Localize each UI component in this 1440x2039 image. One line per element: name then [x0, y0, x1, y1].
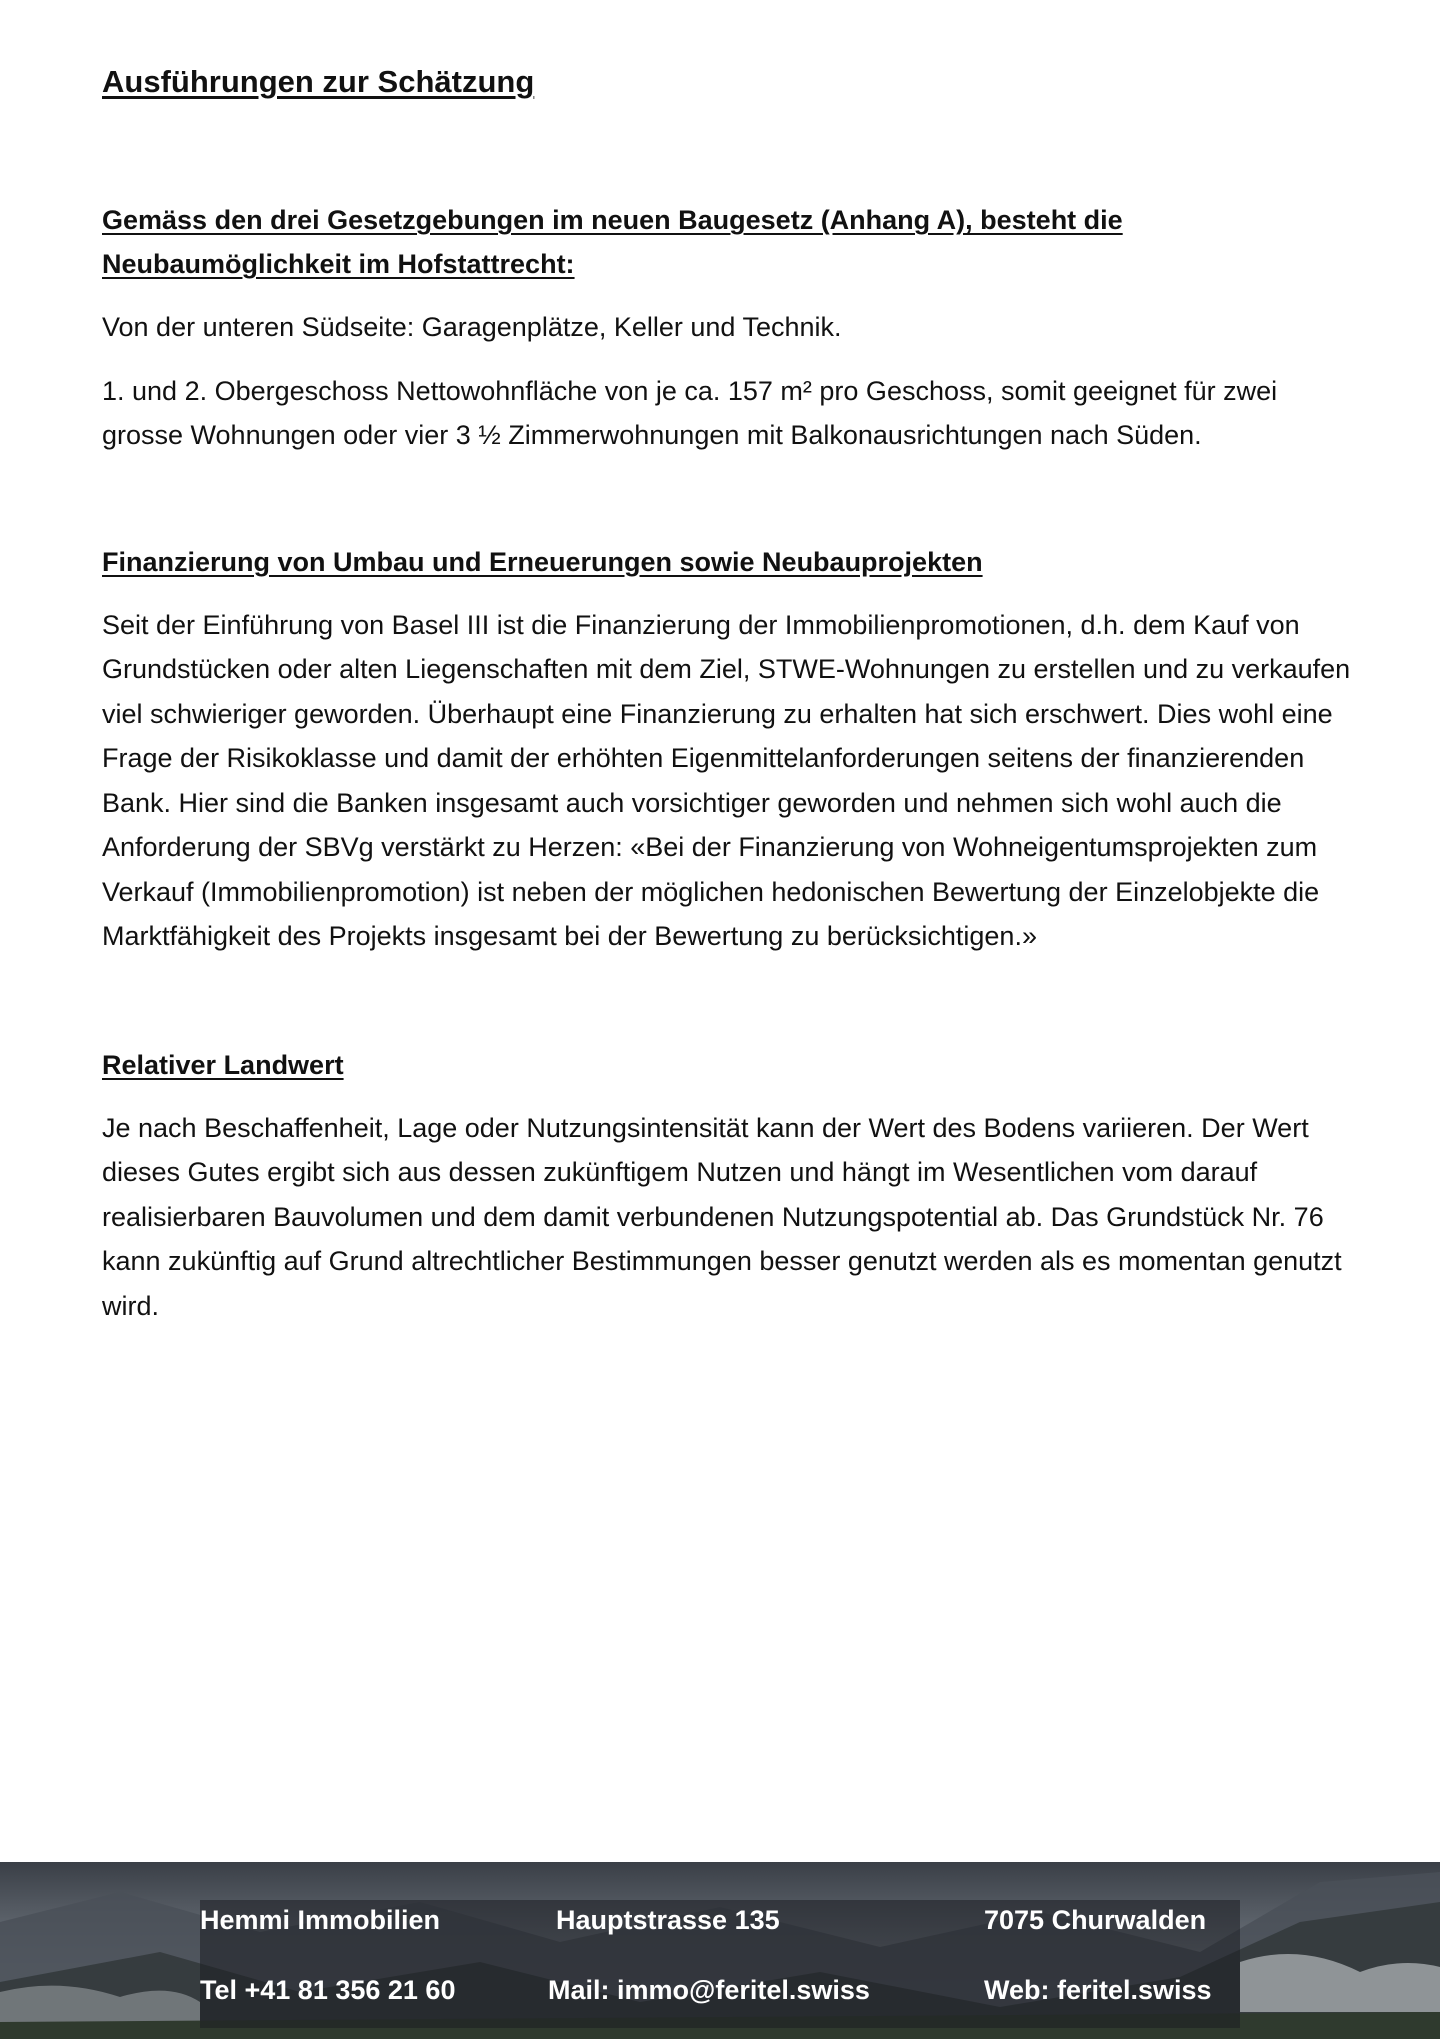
section-heading-finanzierung: Finanzierung von Umbau und Erneuerungen sowie Neubauprojekten [102, 546, 983, 577]
paragraph: Von der unteren Südseite: Garagenplätze, Keller und Technik. [102, 312, 842, 343]
paragraph: 1. und 2. Obergeschoss Nettowohnfläche von je ca. 157 m² pro Geschoss, somit geeignet für zwei grosse Wohnungen oder vier 3 ½ Zimmerwohnungen mit Balkonausrichtungen nach Süden. [102, 375, 1278, 451]
contact-row-links [200, 1970, 1240, 2010]
street-address: Hauptstrasse 135 [556, 1905, 780, 1935]
section-heading-hofstattrecht: Gemäss den drei Gesetzgebungen im neuen Baugesetz (Anhang A), besteht die Neubaumöglichkeit im Hofstattrecht: [102, 205, 1123, 280]
email-address[interactable]: Mail: immo@feritel.swiss [548, 1975, 870, 2005]
paragraph: Seit der Einführung von Basel III ist die Finanzierung der Immobilienpromotionen, d.h. dem Kauf von Grundstücken oder alten Liegenschaften mit dem Ziel, STWE-Wohnungen zu erstellen und zu verkaufen viel schwieriger geworden. Überhaupt eine Finanzierung zu erhalten hat sich erschwert. Dies wohl eine Frage der Risikoklasse und damit der erhöhten Eigenmittelanforderungen seitens der finanzierenden Bank. Hier sind die Banken insgesamt auch vorsichtiger geworden und nehmen sich wohl auch die Anforderung der SBVg verstärkt zu Herzen: «Bei der Finanzierung von Wohneigentumsprojekten zum Verkauf (Immobilienpromotion) ist neben der möglichen hedonischen Bewertung der Einzelobjekte die Marktfähigkeit des Projekts insgesamt bei der Bewertung zu berücksichtigen.» [102, 609, 1351, 952]
phone-number: Tel +41 81 356 21 60 [200, 1975, 456, 2005]
document-body [102, 60, 1362, 1328]
city-address: 7075 Churwalden [984, 1905, 1207, 1935]
contact-box [200, 1900, 1240, 2028]
company-name: Hemmi Immobilien [200, 1905, 441, 1935]
website-link[interactable]: Web: feritel.swiss [984, 1975, 1212, 2005]
section-heading-landwert: Relativer Landwert [102, 1049, 344, 1080]
paragraph: Je nach Beschaffenheit, Lage oder Nutzungsintensität kann der Wert des Bodens variieren. Der Wert dieses Gutes ergibt sich aus dessen zukünftigem Nutzen und hängt im Wesentlichen vom darauf realisierbaren Bauvolumen und dem damit verbundenen Nutzungspotential ab. Das Grundstück Nr. 76 kann zukünftig auf Grund altrechtlicher Bestimmungen besser genutzt werden als es momentan genutzt wird. [102, 1112, 1342, 1321]
contact-row-address [200, 1900, 1240, 1940]
footer-banner [0, 1862, 1440, 2039]
document-title: Ausführungen zur Schätzung [102, 64, 535, 99]
